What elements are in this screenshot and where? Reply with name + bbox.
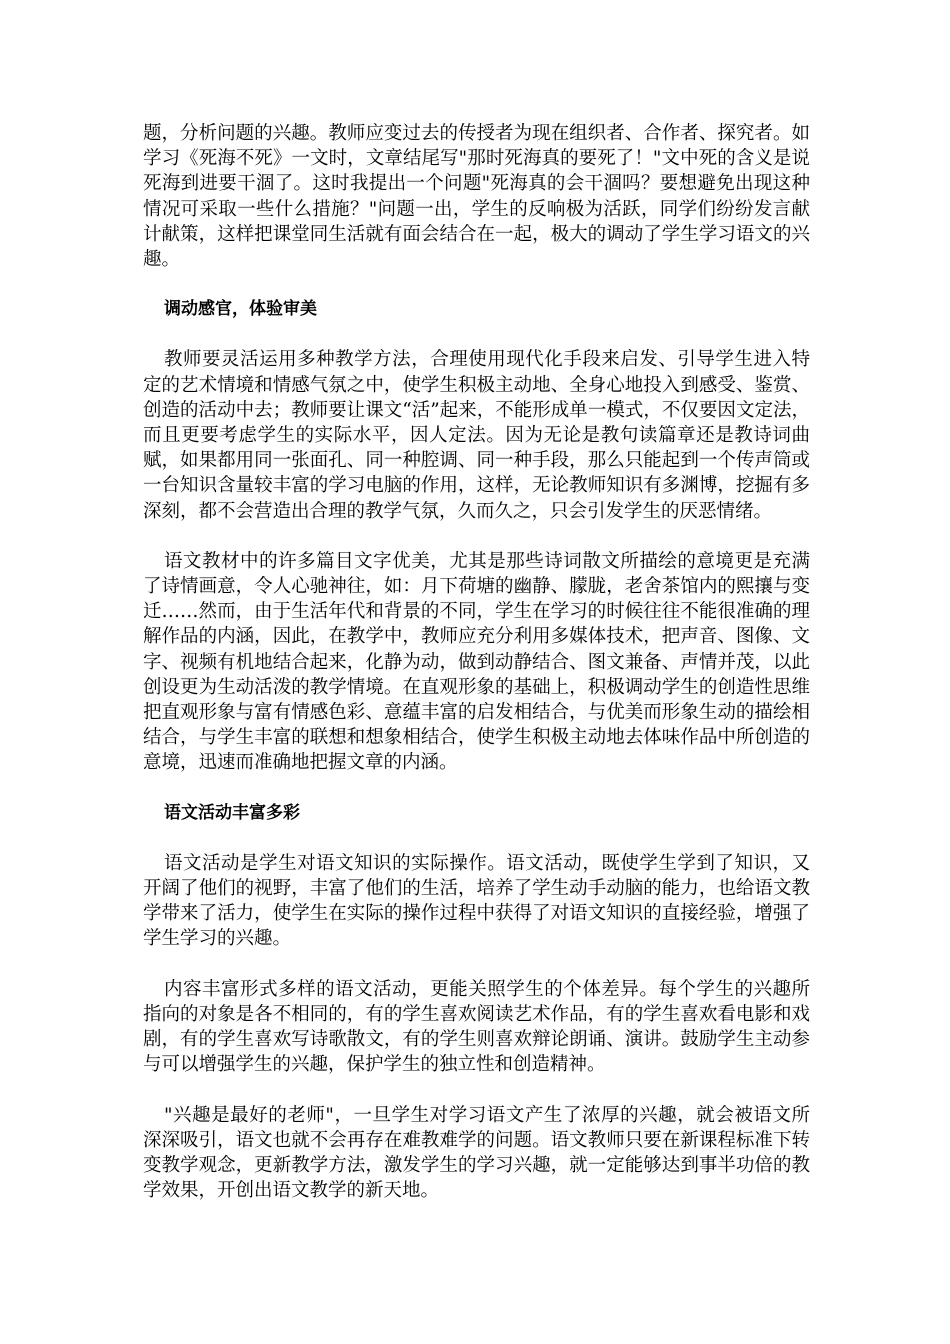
section-heading-activities: 语文活动丰富多彩	[164, 802, 300, 823]
paragraph-teaching-methods: 教师要灵活运用多种教学方法，合理使用现代化手段来启发、引导学生进入特定的艺术情境和情感气氛之中，使学生积极主动地、全身心地投入到感受、鉴赏、创造的活动中去；教师要让课文“活”起来，不能形成单一模式，不仅要因文定法，而且更要考虑学生的实际水平，因人定法。因为无论是教句读篇章还是教诗词曲赋，如果都用同一张面孔、同一种腔调、同一种手段，那么只能起到一个传声筒或一台知识含量较丰富的学习电脑的作用，这样，无论教师知识有多渊博，挖掘有多深刻，都不会营造出合理的教学气氛，久而久之，只会引发学生的厌恶情绪。	[143, 349, 810, 522]
paragraph-multimedia: 语文教材中的许多篇目文字优美，尤其是那些诗词散文所描绘的意境更是充满了诗情画意，令人心驰神往，如：月下荷塘的幽静、朦胧，老舍茶馆内的熙攘与变迁……然而，由于生活年代和背景的不同，学生在学习的时候往往不能很准确的理解作品的内涵，因此，在教学中，教师应充分利用多媒体技术，把声音、图像、文字、视频有机地结合起来，化静为动，做到动静结合、图文兼备、声情并茂，以此创设更为生动活泼的教学情境。在直观形象的基础上，积极调动学生的创造性思维把直观形象与富有情感色彩、意蕴丰富的启发相结合，与优美而形象生动的描绘相结合，与学生丰富的联想和想象相结合，使学生积极主动地去体味作品中所创造的意境，迅速而准确地把握文章的内涵。	[143, 550, 810, 774]
paragraph-intro: 题，分析问题的兴趣。教师应变过去的传授者为现在组织者、合作者、探究者。如学习《死海不死》一文时，文章结尾写"那时死海真的要死了！"文中死的含义是说死海到进要干涸了。这时我提出一个问题"死海真的会干涸吗？要想避免出现这种情况可采取一些什么措施？"问题一出，学生的反响极为活跃，同学们纷纷发言献计献策，这样把课堂同生活就有面会结合在一起，极大的调动了学生学习语文的兴趣。	[143, 123, 810, 271]
paragraph-individual-differences: 内容丰富形式多样的语文活动，更能关照学生的个体差异。每个学生的兴趣所指向的对象是各不相同的，有的学生喜欢阅读艺术作品，有的学生喜欢看电影和戏剧，有的学生喜欢写诗歌散文，有的学生则喜欢辩论朗诵、演讲。鼓励学生主动参与可以增强学生的兴趣，保护学生的独立性和创造精神。	[143, 978, 810, 1076]
paragraph-conclusion: "兴趣是最好的老师"，一旦学生对学习语文产生了浓厚的兴趣，就会被语文所深深吸引，语文也就不会再存在难教难学的问题。语文教师只要在新课程标准下转变教学观念，更新教学方法，激发学生的学习兴趣，就一定能够达到事半功倍的教学效果，开创出语文教学的新天地。	[143, 1104, 810, 1202]
section-heading-senses: 调动感官，体验审美	[164, 299, 317, 320]
paragraph-activities: 语文活动是学生对语文知识的实际操作。语文活动，既使学生学到了知识，又开阔了他们的视野，丰富了他们的生活，培养了学生动手动脑的能力，也给语文教学带来了活力，使学生在实际的操作过程中获得了对语文知识的直接经验，增强了学生学习的兴趣。	[143, 852, 810, 950]
document-page	[143, 121, 810, 1228]
